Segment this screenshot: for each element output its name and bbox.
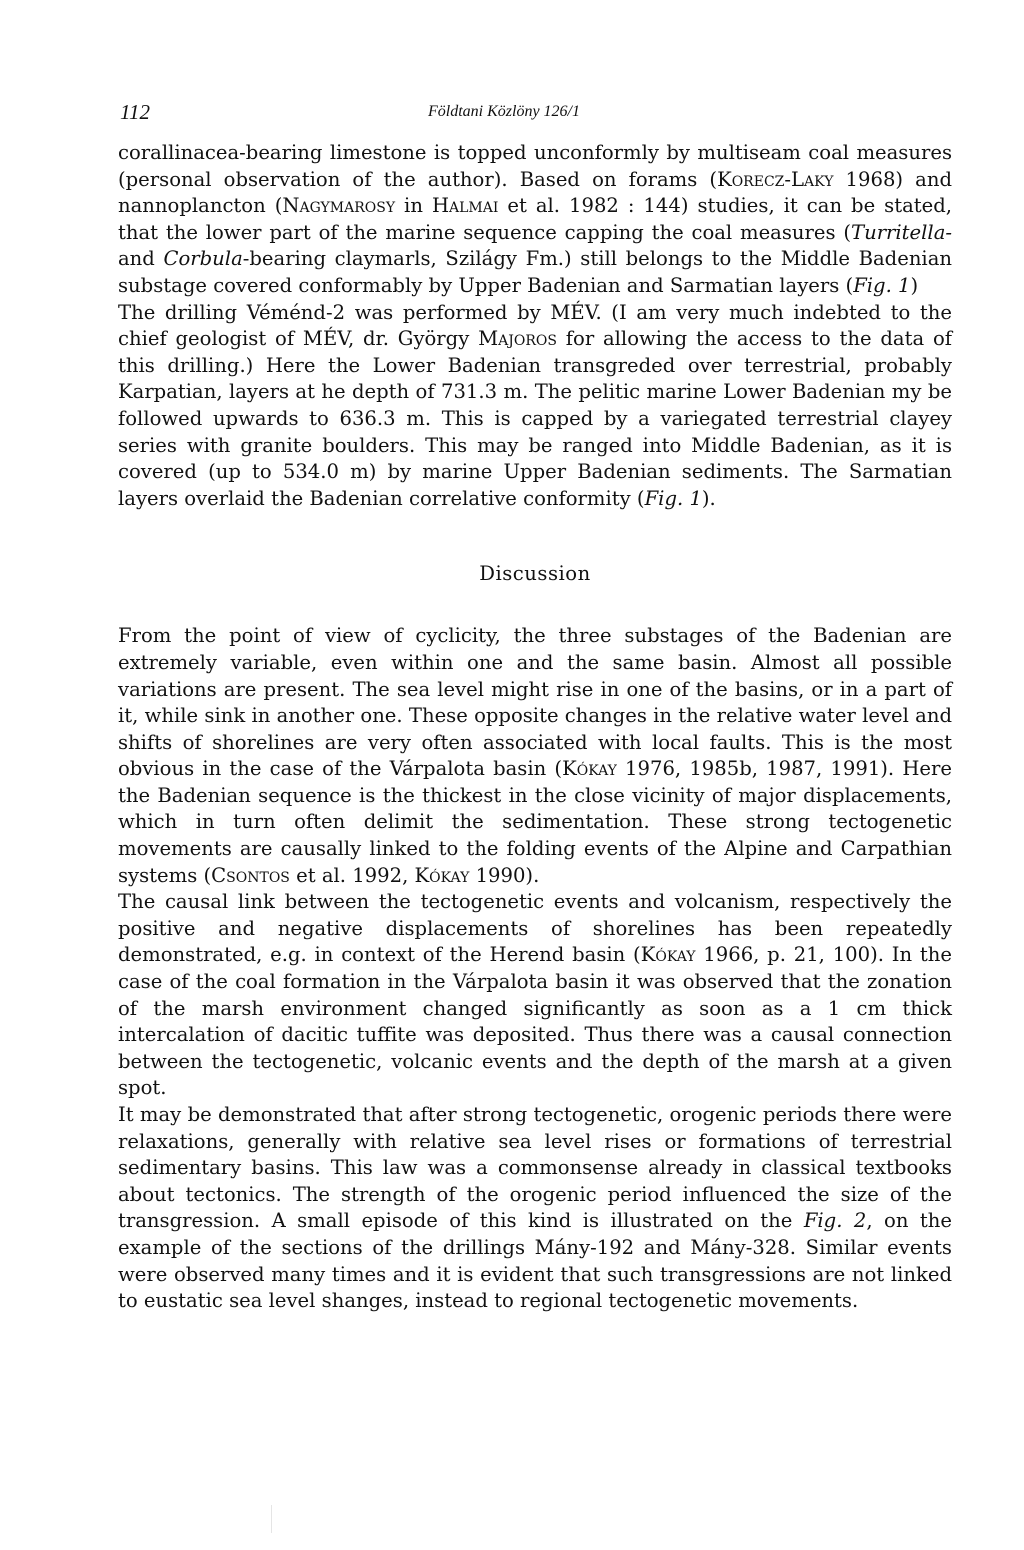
author-name: Kókay (414, 863, 470, 887)
author-name: Halmai (431, 194, 499, 218)
figure-reference: Fig. 1 (853, 273, 911, 297)
paragraph-4 (118, 889, 952, 1102)
text-run: -bearing claymarls, Szilágy Fm.) still belongs to the Middle Badenian substage covered conformably by Upper Badenian and Sarmatian layers ( (118, 247, 953, 297)
body-text (118, 140, 952, 1315)
author-name: Korecz-Laky (717, 167, 834, 191)
text-run: , on the example of the sections of the drillings Mány-192 and Mány-328. Similar events were observed many times and it is evident that such transgressions are not linked to eustatic sea level shanges, instead to regional tectogenetic movements. (118, 1209, 952, 1313)
text-run: et al. 1982 : 144) studies, it can be stated, that the lower part of the marine sequence capping the coal measures ( (118, 194, 953, 244)
author-name: Majoros (478, 327, 557, 351)
taxon-name: Turritella- (851, 220, 952, 244)
author-name: Kókay (562, 757, 617, 781)
text-run: 1966, p. 21, 100). In the case of the coal formation in the Várpalota basin it was observed that the zonation of the marsh environment changed significantly as soon as a 1 cm thick intercalation of dacitic tuffite was deposited. Thus there was a causal connection between the tectogenetic, volcanic events and the depth of the marsh at a given spot. (118, 943, 952, 1100)
text-run: 1990). (469, 863, 540, 887)
text-run: 1976, 1985b, 1987, 1991). Here the Badenian sequence is the thickest in the close vicinity of major displacements, which in turn often delimit the sedimentation. These strong tectogenetic movements are causally linked to the folding events of the Alpine and Carpathian systems ( (118, 757, 952, 887)
text-run: for allowing the access to the data of this drilling.) Here the Lower Badenian transgreded over terrestrial, probably Karpatian, layers at he depth of 731.3 m. The pelitic marine Lower Badenian my be followed upwards to 636.3 m. This is capped by a variegated terrestrial clayey series with granite boulders. This may be ranged into Middle Badenian, as it is covered (up to 534.0 m) by marine Upper Badenian sediments. The Sarmatian layers overlaid the Badenian correlative conformity ( (118, 327, 952, 510)
text-run: It may be demonstrated that after strong tectogenetic, orogenic periods there were relaxations, generally with relative sea level rises or formations of terrestrial sedimentary basins. This law was a commonsense already in classical textbooks about tectonics. The strength of the orogenic period influenced the size of the transgression. A small episode of this kind is illustrated on the (118, 1103, 952, 1233)
text-run: The causal link between the tectogenetic events and volcanism, respectively the positive and negative displacements of shorelines has been repeatedly demonstrated, e.g. in context of the Herend basin ( (118, 890, 952, 967)
page-number: 112 (120, 100, 150, 124)
running-head (118, 100, 952, 130)
text-run: From the point of view of cyclicity, the three substages of the Badenian are extremely variable, even within one and the same basin. Almost all possible variations are present. The sea level might rise in one of the basins, or in a part of it, while sink in another one. These opposite changes in the relative water level and shifts of shorelines are very often associated with local faults. This is the most obvious in the case of the Várpalota basin ( (118, 624, 952, 781)
figure-reference: Fig. 1 (644, 486, 702, 510)
text-run: corallinacea-bearing limestone is topped unconformly by multiseam coal measures (personal observation of the author). Based on forams ( (118, 141, 952, 191)
text-run: in (395, 194, 432, 218)
author-name: Kókay (640, 943, 696, 967)
figure-reference: Fig. 2 (803, 1209, 867, 1233)
paragraph-2 (118, 300, 952, 513)
paragraph-3 (118, 623, 952, 889)
paragraph-1 (118, 140, 952, 300)
taxon-name: Corbula (163, 247, 243, 271)
text-run: et al. 1992, (289, 863, 415, 887)
paragraph-5 (118, 1102, 952, 1315)
section-heading-discussion: Discussion (479, 562, 591, 586)
text-run: ). (701, 486, 716, 510)
text-run: ) (910, 273, 919, 297)
journal-name: Földtani Közlöny 126/1 (428, 103, 580, 120)
page (118, 100, 952, 1315)
text-run: 1968) and nannoplancton ( (118, 167, 953, 218)
text-run: and (118, 247, 164, 271)
text-run: The drilling Véménd-2 was performed by MÉV. (I am very much indebted to the chief geologist of MÉV, dr. György (118, 300, 952, 351)
author-name: Csontos (211, 863, 290, 887)
author-name: Nagymarosy (282, 194, 396, 218)
scan-artifact-line (271, 1505, 272, 1533)
